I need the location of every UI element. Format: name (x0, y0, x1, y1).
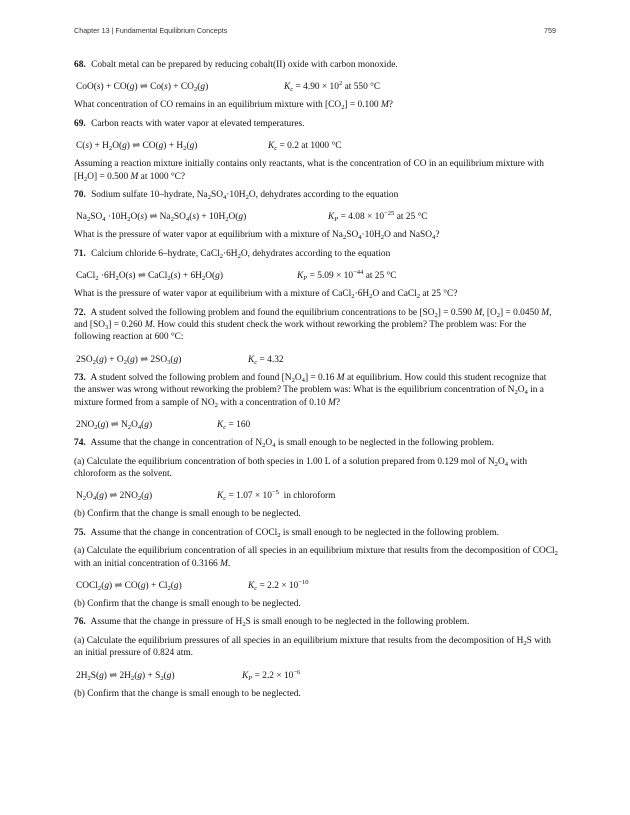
problem-number: 76. (74, 617, 86, 628)
reaction-equation: CaCl$_2$ $\cdot 6H_2O(s)$ ⇌ CaCl$_2$(s) + $6H_2O(g)$ (76, 271, 223, 283)
problem-list (74, 59, 560, 706)
problem-statement (74, 248, 560, 260)
equation (76, 211, 560, 224)
problem-number: 71. (74, 248, 86, 259)
text-content: Calcium chloride 6–hydrate, $CaCl_2\cdot 6H_2O$, dehydrates according to the equation (91, 248, 391, 260)
equilibrium-constant: $K_c = 4.32$ (248, 354, 284, 366)
equation (76, 419, 560, 432)
equation (76, 580, 560, 593)
problem-text (74, 456, 560, 481)
equilibrium-constant: $K_P = 5.09 \times 10^{-44}$ at 25 °C (297, 269, 397, 283)
text-content: Assume that the change in concentration of $N_2O_4$ is small enough to be neglected in the following problem. (90, 438, 494, 450)
equation (76, 490, 560, 503)
problem-75 (74, 527, 560, 617)
problem-text (74, 635, 560, 660)
text-content: What is the pressure of water vapor at equilibrium with a mixture of $CaCl_2\cdot 6H_2O$ and CaCl$_2$ at 25 °C? (74, 289, 458, 301)
problem-text (74, 99, 560, 111)
problem-76 (74, 616, 560, 706)
text-content: (b) Confirm that the change is small enough to be neglected. (74, 688, 301, 699)
problem-69 (74, 118, 560, 189)
text-content: Carbon reacts with water vapor at elevated temperatures. (91, 118, 305, 129)
reaction-equation: $2SO_2(g) + O_2(g)$ ⇌ $2SO_3(g)$ (76, 354, 182, 366)
text-content: (a) Calculate the equilibrium pressures of all species in an equilibrium mixture that results from the decomposition of $H_2S$ with an initial pressure of 0.824 atm. (74, 635, 551, 659)
reaction-equation: CoO(s) + CO(g) ⇌ $Co(s) + CO_2(g)$ (76, 82, 209, 94)
problem-statement (74, 616, 560, 628)
problem-number: 72. (74, 307, 86, 318)
text-content: Cobalt metal can be prepared by reducing cobalt(II) oxide with carbon monoxide. (91, 60, 398, 70)
problem-statement (74, 372, 560, 409)
problem-68 (74, 59, 560, 118)
running-header (74, 26, 556, 35)
reaction-equation: COCl$_2$(g) ⇌ $CO(g) + Cl_2(g)$ (76, 580, 182, 592)
equation (76, 140, 560, 153)
problem-number: 70. (74, 190, 86, 201)
problem-statement (74, 307, 560, 344)
equation (76, 270, 560, 283)
text-content: Assume that the change in concentration of COCl$_2$ is small enough to be neglected in the following problem. (90, 527, 499, 539)
text-content: What concentration of CO remains in an equilibrium mixture with $[CO_2] = 0.100$ M? (74, 100, 393, 112)
reaction-equation: $2NO_2(g)$ ⇌ $N_2O_4(g)$ (76, 420, 153, 432)
problem-statement (74, 118, 560, 130)
problem-71 (74, 248, 560, 307)
problem-number: 74. (74, 438, 86, 449)
text-content: (a) Calculate the equilibrium concentration of both species in 1.00 L of a solution prepared from 0.129 mol of $N_2O_4$ with chloroform as the solvent. (74, 456, 528, 479)
problem-number: 69. (74, 118, 86, 129)
text-content: Sodium sulfate 10–hydrate, $Na_2SO_4\cdot 10H_2O$, dehydrates according to the equation (91, 190, 399, 202)
problem-text (74, 229, 560, 241)
text-content: Assume that the change in pressure of $H_2S$ is small enough to be neglected in the following problem. (90, 617, 470, 629)
equilibrium-constant: $K_c = 0.2$ at 1000 °C (268, 141, 342, 153)
text-content: (b) Confirm that the change is small enough to be neglected. (74, 598, 301, 609)
reaction-equation: $2H_2S(g)$ ⇌ $2H_2(g) + S_2(g)$ (76, 670, 175, 682)
problem-statement (74, 189, 560, 201)
equation (76, 81, 560, 94)
problem-text (74, 288, 560, 300)
equilibrium-constant: $K_P = 2.2 \times 10^{-6}$ (242, 668, 301, 682)
equilibrium-constant: $K_c = 1.07 \times 10^{-5}$ in chloroform (217, 489, 336, 503)
text-content: (b) Confirm that the change is small enough to be neglected. (74, 509, 301, 520)
text-content: A student solved the following problem and found the equilibrium concentrations to be $[SO_2] = 0.590$ M, $[O_2] = 0.0450$ M, and $[SO_3] = 0.260$ M. How could this student check the work without reworking the problem? The problem was: For the following reaction at 600 °C: (74, 307, 552, 343)
text-content: Assuming a reaction mixture initially contains only reactants, what is the concentration of CO in an equilibrium mixture with $[H_2O] = 0.500$ M at 1000 °C? (74, 159, 544, 183)
problem-72 (74, 307, 560, 367)
problem-statement (74, 59, 560, 71)
problem-73 (74, 372, 560, 432)
equation (76, 670, 560, 683)
problem-text (74, 545, 560, 570)
text-content: A student solved the following problem and found $[N_2O_4] = 0.16$ M at equilibrium. How could this student recognize that the answer was wrong without reworking the problem? The problem was: What is the equilibrium concentration of $N_2O_4$ in a mixture formed from a sample of $NO_2$ with a concentration of 0.10 M? (74, 372, 547, 409)
problem-70 (74, 189, 560, 248)
equilibrium-constant: $K_c = 160$ (217, 420, 251, 432)
equilibrium-constant: $K_P = 4.08 \times 10^{-25}$ at 25 °C (328, 210, 428, 224)
equilibrium-constant: $K_c = 2.2 \times 10^{-10}$ (248, 578, 309, 592)
problem-number: 68. (74, 60, 86, 70)
problem-text (74, 158, 560, 183)
reaction-equation: $C(s) + H_2O(g)$ ⇌ $CO(g) + H_2(g)$ (76, 141, 198, 153)
reaction-equation: $N_2O_4(g)$ ⇌ $2NO_2(g)$ (76, 491, 153, 503)
page-number: 759 (544, 26, 556, 35)
text-content: (a) Calculate the equilibrium concentration of all species in an equilibrium mixture that results from the decomposition of COCl$_2$ with an initial concentration of 0.3166 M. (74, 546, 558, 569)
problem-number: 73. (74, 372, 86, 383)
problem-text (74, 688, 560, 700)
problem-number: 75. (74, 527, 86, 538)
problem-text (74, 598, 560, 610)
equilibrium-constant: $K_c = 4.90 \times 10^2$ at 550 °C (284, 80, 381, 94)
problem-74 (74, 437, 560, 527)
problem-text (74, 508, 560, 520)
problem-statement (74, 527, 560, 539)
equation (76, 354, 560, 367)
chapter-title: Chapter 13 | Fundamental Equilibrium Concepts (74, 26, 228, 35)
problem-statement (74, 437, 560, 449)
reaction-equation: $Na_2SO_4 \cdot 10H_2O(s)$ ⇌ $Na_2SO_4(s) + 10H_2O(g)$ (76, 212, 247, 224)
text-content: What is the pressure of water vapor at equilibrium with a mixture of $Na_2SO_4\cdot 10H_2O$ and NaSO$_4$? (74, 230, 440, 242)
